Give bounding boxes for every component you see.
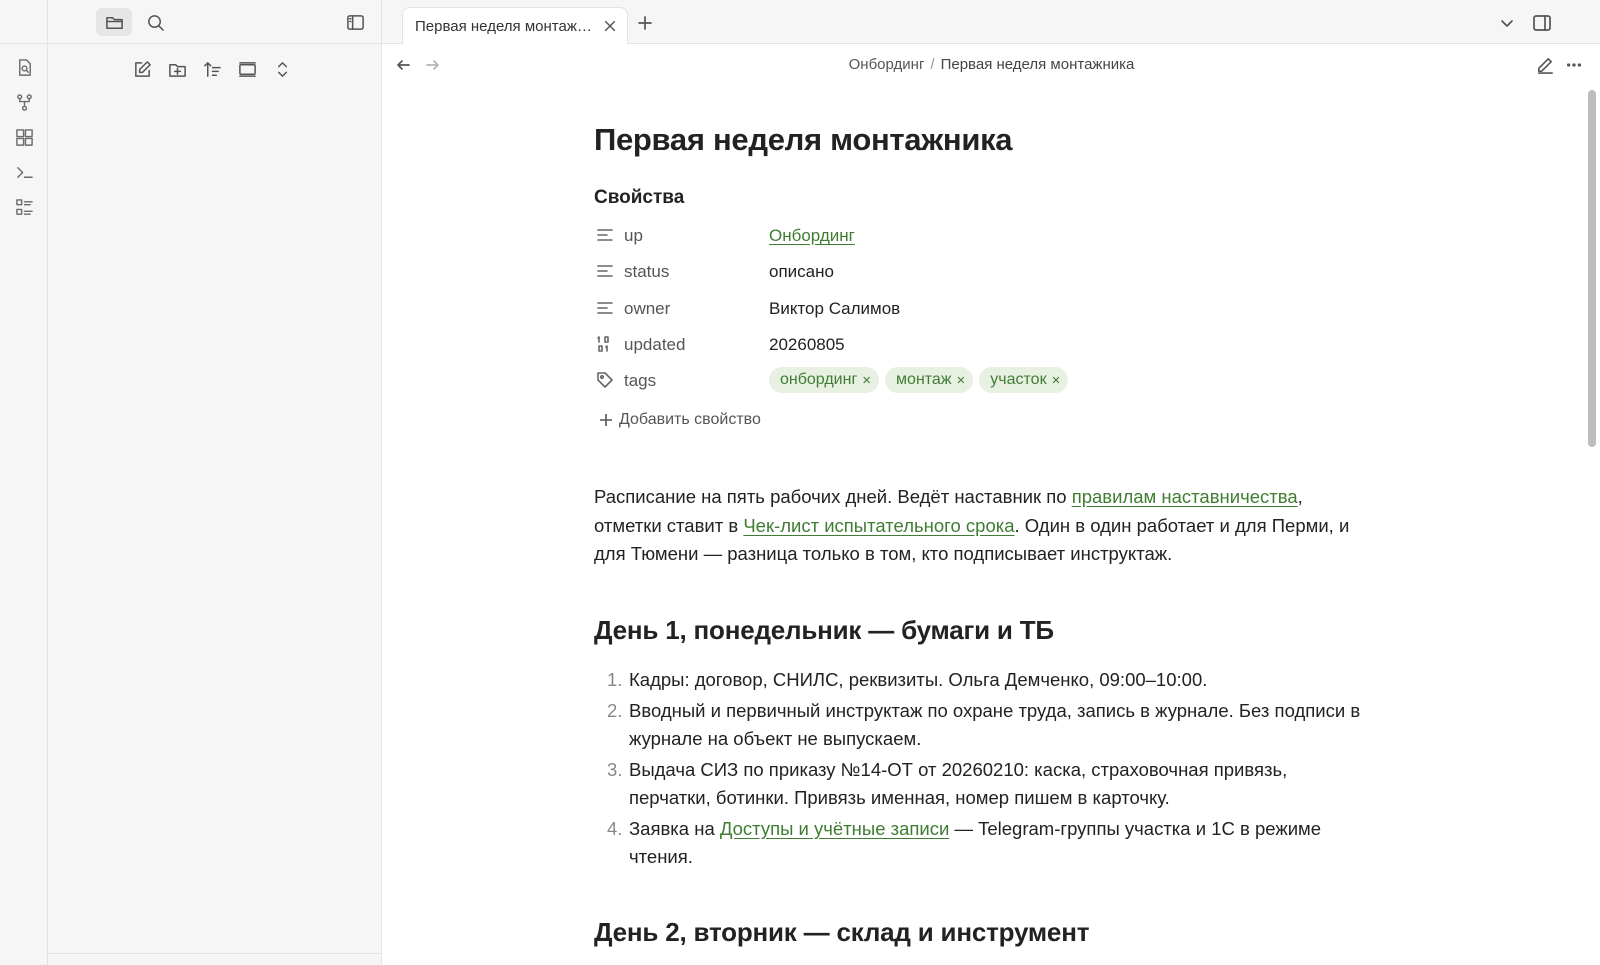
tab-title: Первая неделя монтаж…	[415, 18, 592, 35]
property-value[interactable]: Виктор Салимов	[769, 299, 901, 318]
quick-switcher-icon[interactable]	[12, 55, 36, 79]
reveal-file-icon	[238, 60, 257, 79]
intro-text: . Один в один работает и для Перми, и для Тюмени — разница только в том, кто подписывает инструктаж.	[594, 514, 1350, 564]
note-title[interactable]: Первая неделя монтажника	[594, 122, 1013, 157]
tag-label: онбординг	[780, 371, 858, 388]
day1-heading[interactable]: День 1, понедельник — бумаги и ТБ	[594, 615, 1054, 645]
text-lines-icon[interactable]	[596, 226, 614, 244]
list-number: 2.	[607, 700, 623, 721]
property-value[interactable]: 20260805	[769, 335, 845, 354]
add-property-button[interactable]	[598, 411, 761, 429]
tag-icon[interactable]	[596, 371, 614, 389]
breadcrumb	[383, 56, 1600, 73]
new-note-icon	[133, 60, 152, 79]
internal-link[interactable]: правилам наставничества	[1071, 486, 1298, 507]
list-number: 1.	[607, 669, 623, 690]
tag-pill[interactable]	[885, 367, 973, 393]
canvas-icon[interactable]	[12, 125, 36, 149]
list-item-text: Выдача СИЗ по приказу №14-ОТ от 20260210: каска, страховочная привязь, перчатки, ботинки. Привязь именная, номер пишем в карточку.	[629, 759, 1288, 808]
folder-icon	[105, 13, 124, 32]
list-number: 4.	[607, 818, 623, 839]
property-status	[594, 257, 1364, 287]
list-item-text: Вводный и первичный инструктаж по охране труда, запись в журнале. Без подписи в журнале на объект не выпускаем.	[629, 700, 1361, 749]
list-item[interactable]	[594, 815, 1364, 871]
graph-view-icon[interactable]	[12, 90, 36, 114]
property-up	[594, 221, 1364, 251]
property-key[interactable]: tags	[624, 371, 657, 390]
new-folder-icon	[168, 60, 187, 79]
remove-tag-icon[interactable]: ×	[1051, 371, 1061, 389]
number-icon[interactable]	[596, 335, 614, 353]
sidebar-right-icon	[1532, 13, 1552, 33]
expand-collapse-icon	[273, 60, 292, 79]
day1-list	[594, 666, 1364, 874]
sort-icon	[203, 60, 222, 79]
left-sidebar	[48, 0, 382, 965]
list-number: 3.	[607, 759, 623, 780]
list-item-text: Кадры: договор, СНИЛС, реквизиты. Ольга Демченко, 09:00–10:00.	[629, 669, 1208, 690]
scrollbar-thumb[interactable]	[1588, 90, 1596, 447]
close-tab-button[interactable]	[601, 17, 619, 35]
day2-heading[interactable]: День 2, вторник — склад и инструмент	[594, 917, 1090, 947]
add-property-label: Добавить свойство	[619, 411, 761, 428]
plus-icon	[598, 412, 614, 428]
list-item[interactable]	[594, 697, 1364, 753]
list-item[interactable]	[594, 666, 1364, 694]
close-icon	[603, 19, 617, 33]
internal-link[interactable]: Чек-лист испытательного срока	[743, 514, 1015, 536]
breadcrumb-current[interactable]: Первая неделя монтажника	[940, 56, 1135, 73]
tab-bar	[382, 0, 1600, 44]
toggle-sidebar-button[interactable]	[342, 9, 368, 35]
list-item[interactable]	[594, 756, 1364, 812]
plus-icon	[637, 15, 653, 31]
file-explorer-tab[interactable]	[96, 8, 132, 36]
properties-heading[interactable]: Свойства	[594, 187, 685, 208]
property-value-link[interactable]: Онбординг	[769, 226, 855, 245]
view-header	[383, 45, 1600, 85]
remove-tag-icon[interactable]: ×	[956, 371, 966, 389]
property-key[interactable]: updated	[624, 335, 686, 354]
breadcrumb-parent[interactable]: Онбординг	[848, 56, 925, 73]
tag-label: монтаж	[896, 371, 952, 388]
left-ribbon	[0, 0, 48, 965]
collapse-all-button[interactable]	[268, 55, 296, 83]
property-key[interactable]: owner	[624, 299, 671, 318]
internal-link[interactable]: Доступы и учётные записи	[719, 818, 950, 839]
chevron-down-icon	[1499, 15, 1515, 31]
property-key[interactable]: up	[624, 226, 643, 245]
auto-reveal-button[interactable]	[233, 55, 261, 83]
remove-tag-icon[interactable]: ×	[862, 371, 872, 389]
pencil-icon	[1535, 56, 1554, 75]
text-lines-icon[interactable]	[596, 262, 614, 280]
property-value[interactable]: описано	[769, 262, 834, 281]
search-icon	[146, 13, 165, 32]
more-horizontal-icon	[1565, 56, 1583, 74]
new-folder-button[interactable]	[163, 55, 191, 83]
breadcrumb-separator: /	[930, 56, 935, 73]
tag-list	[769, 367, 1074, 393]
tab-list-button[interactable]	[1496, 12, 1518, 34]
sort-button[interactable]	[198, 55, 226, 83]
property-updated	[594, 330, 1364, 360]
text-lines-icon[interactable]	[596, 299, 614, 317]
property-tags	[594, 366, 1364, 396]
new-tab-button[interactable]	[634, 12, 656, 34]
tag-pill[interactable]	[979, 367, 1068, 393]
bases-icon[interactable]	[12, 195, 36, 219]
search-tab[interactable]	[137, 8, 173, 36]
intro-text: Расписание на пять рабочих дней. Ведёт наставник по	[594, 486, 1072, 507]
toggle-right-sidebar-button[interactable]	[1531, 12, 1553, 34]
property-key[interactable]: status	[624, 262, 670, 281]
command-palette-icon[interactable]	[12, 160, 36, 184]
tag-pill[interactable]	[769, 367, 879, 393]
tab-note[interactable]	[402, 7, 628, 45]
intro-paragraph[interactable]	[594, 483, 1364, 569]
sidebar-footer	[48, 953, 382, 965]
intro-text: , отметки ставит в	[594, 486, 1303, 536]
tag-label: участок	[990, 371, 1047, 388]
sidebar-left-icon	[346, 13, 365, 32]
new-note-button[interactable]	[128, 55, 156, 83]
list-item-text: — Telegram-группы участка и 1С в режиме чтения.	[629, 818, 1322, 867]
ribbon-header	[0, 0, 47, 44]
property-owner	[594, 294, 1364, 324]
sidebar-header	[48, 0, 382, 44]
more-options-button[interactable]	[1563, 54, 1585, 76]
note-content	[383, 85, 1588, 965]
list-item-text: Заявка на	[629, 818, 720, 839]
edit-mode-button[interactable]	[1533, 54, 1555, 76]
